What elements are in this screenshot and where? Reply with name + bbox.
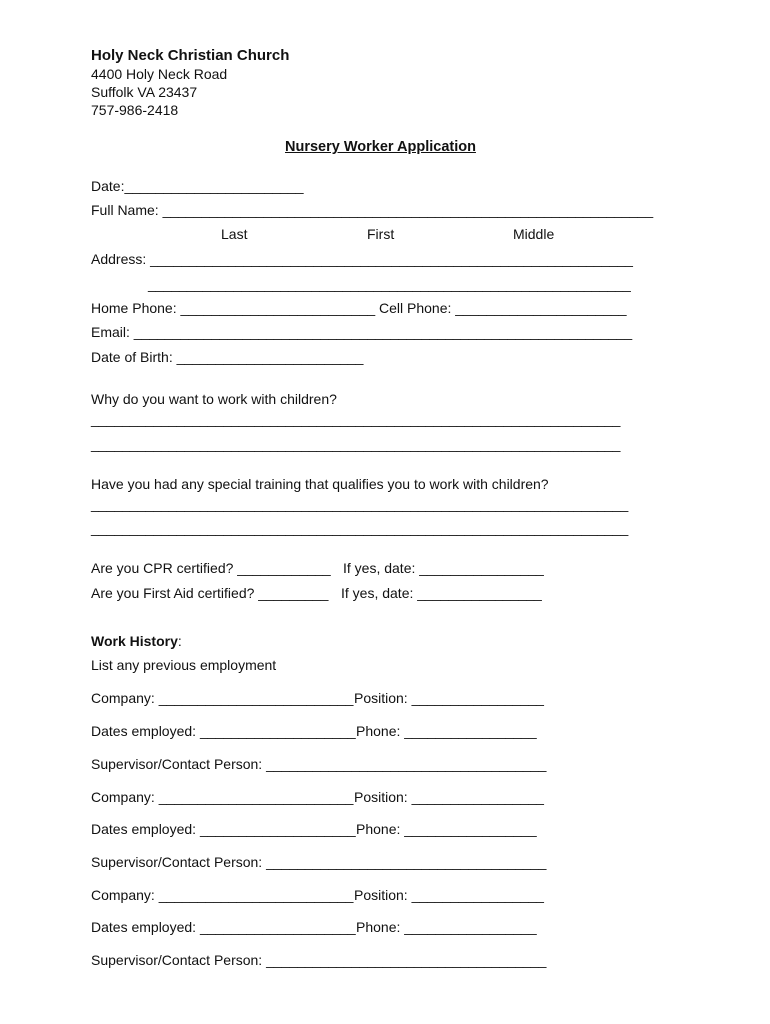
employer-phone-field-3[interactable]: Phone: _________________ <box>356 919 537 935</box>
name-label-middle: Middle <box>513 226 555 242</box>
email-field[interactable]: Email: ________________________________________________________________ <box>91 324 633 340</box>
work-history-heading-colon: : <box>177 633 182 649</box>
supervisor-field-2[interactable]: Supervisor/Contact Person: ____________________________________ <box>91 854 547 870</box>
church-address-line2: Suffolk VA 23437 <box>91 84 198 100</box>
home-phone-field[interactable]: Home Phone: _________________________ <box>91 300 376 316</box>
company-field-2[interactable]: Company: _________________________ <box>91 789 354 805</box>
address-field-line1[interactable]: Address: ______________________________________________________________ <box>91 251 633 267</box>
work-history-heading-text: Work History <box>91 633 178 649</box>
church-name: Holy Neck Christian Church <box>91 47 290 64</box>
church-address-line1: 4400 Holy Neck Road <box>91 66 228 82</box>
work-history-instruction: List any previous employment <box>91 657 277 673</box>
supervisor-field-1[interactable]: Supervisor/Contact Person: ____________________________________ <box>91 756 547 772</box>
supervisor-field-3[interactable]: Supervisor/Contact Person: ____________________________________ <box>91 952 547 968</box>
company-field-1[interactable]: Company: _________________________ <box>91 690 354 706</box>
position-field-1[interactable]: Position: _________________ <box>354 690 544 706</box>
form-title: Nursery Worker Application <box>285 139 476 155</box>
name-label-first: First <box>367 226 395 242</box>
address-field-line2[interactable]: ______________________________________________________________ <box>148 276 631 292</box>
dates-employed-field-2[interactable]: Dates employed: ____________________ <box>91 821 356 837</box>
church-phone: 757-986-2418 <box>91 102 179 118</box>
training-question: Have you had any special training that qualifies you to work with children? <box>91 476 549 492</box>
position-field-3[interactable]: Position: _________________ <box>354 887 544 903</box>
why-work-answer-line2[interactable]: ____________________________________________________________________ <box>91 436 621 452</box>
full-name-field[interactable]: Full Name: _______________________________________________________________ <box>91 202 654 218</box>
dates-employed-field-1[interactable]: Dates employed: ____________________ <box>91 723 356 739</box>
date-of-birth-field[interactable]: Date of Birth: ________________________ <box>91 349 364 365</box>
why-work-answer-line1[interactable]: ____________________________________________________________________ <box>91 411 621 427</box>
training-answer-line2[interactable]: _____________________________________________________________________ <box>91 520 629 536</box>
work-history-heading <box>91 633 182 649</box>
cell-phone-field[interactable]: Cell Phone: ______________________ <box>379 300 627 316</box>
position-field-2[interactable]: Position: _________________ <box>354 789 544 805</box>
dates-employed-field-3[interactable]: Dates employed: ____________________ <box>91 919 356 935</box>
date-field[interactable]: Date:_______________________ <box>91 178 304 194</box>
first-aid-date-field[interactable]: If yes, date: ________________ <box>341 585 542 601</box>
name-label-last: Last <box>221 226 248 242</box>
why-work-question: Why do you want to work with children? <box>91 391 337 407</box>
employer-phone-field-2[interactable]: Phone: _________________ <box>356 821 537 837</box>
cpr-date-field[interactable]: If yes, date: ________________ <box>343 560 544 576</box>
company-field-3[interactable]: Company: _________________________ <box>91 887 354 903</box>
employer-phone-field-1[interactable]: Phone: _________________ <box>356 723 537 739</box>
first-aid-certified-field[interactable]: Are you First Aid certified? _________ <box>91 585 329 601</box>
cpr-certified-field[interactable]: Are you CPR certified? ____________ <box>91 560 331 576</box>
training-answer-line1[interactable]: _____________________________________________________________________ <box>91 496 629 512</box>
